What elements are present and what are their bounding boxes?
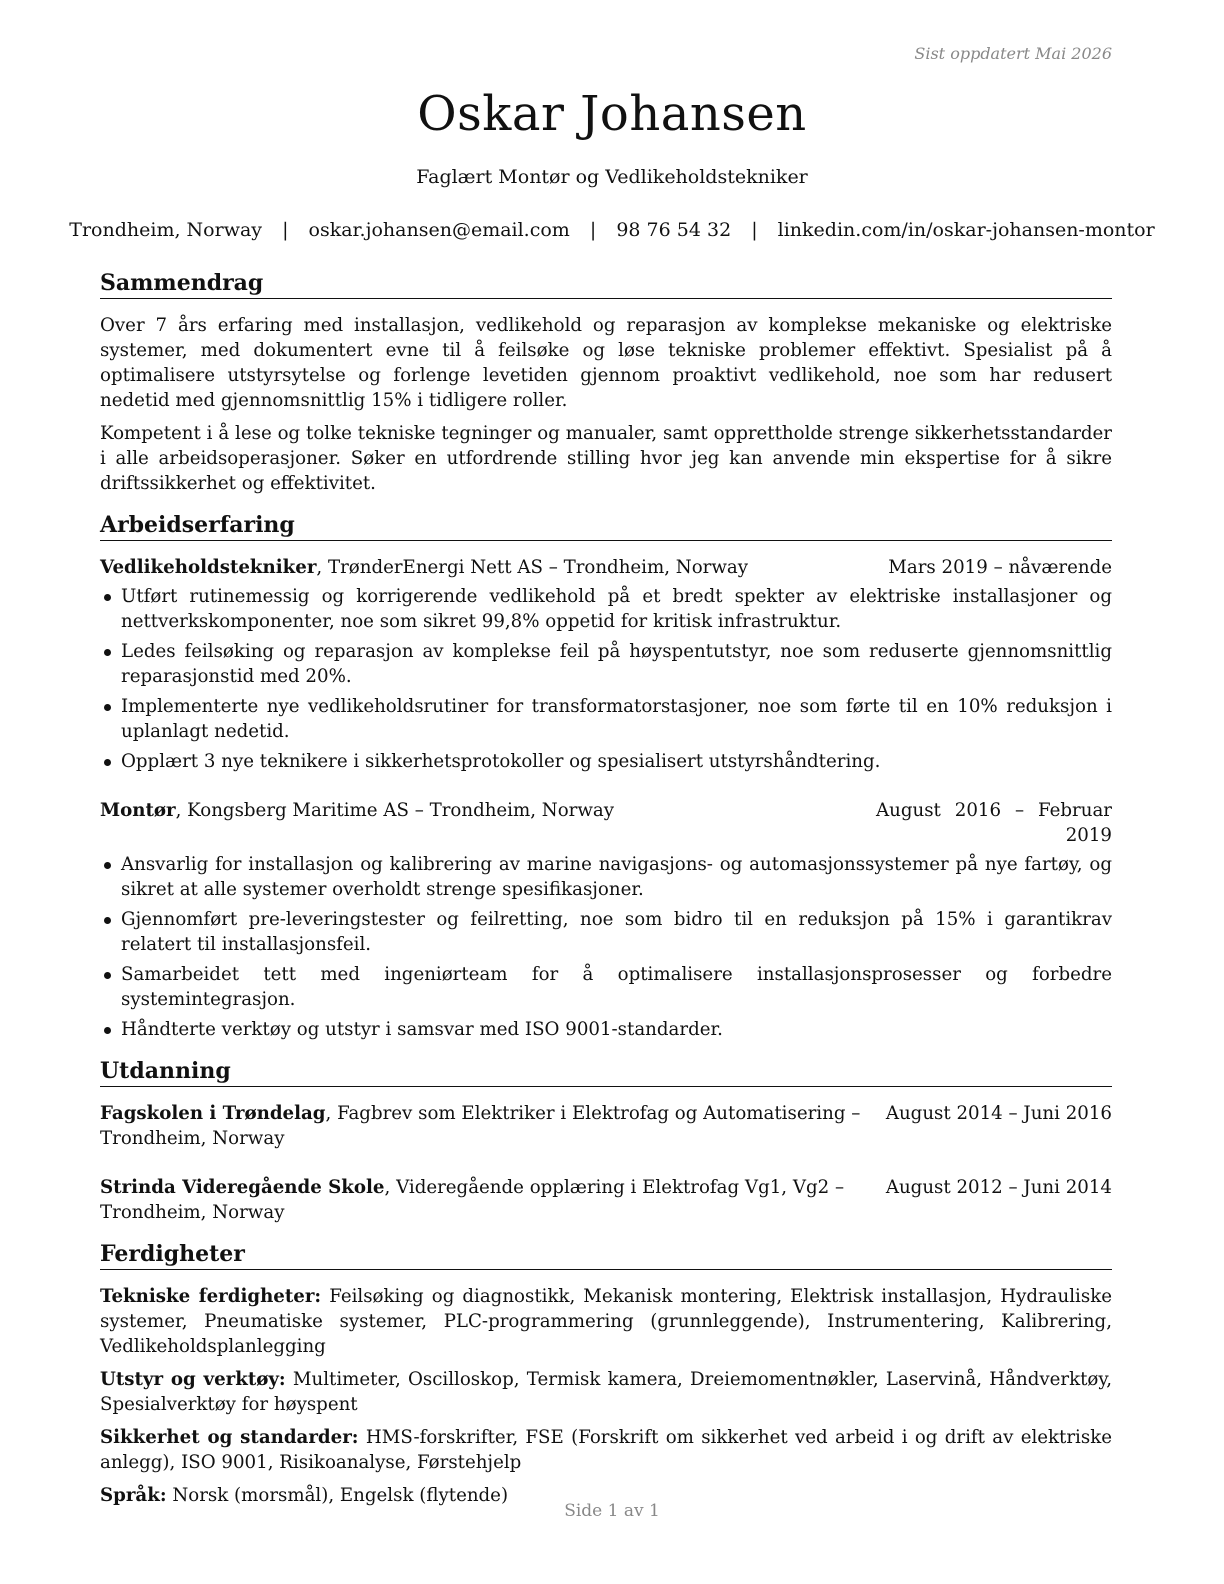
skill-group — [100, 1425, 1112, 1475]
skill-group-text: HMS-forskrifter, FSE (Forskrift om sikkerhet ved arbeid i og drift av elektriske anlegg), ISO 9001, Risikoanalyse, Førstehjelp — [100, 1427, 1112, 1473]
job-role-line — [100, 555, 872, 580]
section-title-experience: Arbeidserfaring — [100, 510, 1112, 541]
contact-separator: | — [589, 219, 597, 241]
job-organization: , TrønderEnergi Nett AS – Trondheim, Norway — [316, 557, 749, 578]
summary-section — [100, 268, 1112, 496]
job-dates: Mars 2019 – nåværende — [888, 557, 1112, 578]
candidate-title: Faglært Montør og Vedlikeholdstekniker — [416, 166, 808, 188]
skill-group — [100, 1367, 1112, 1417]
skill-group-label: Språk: — [100, 1485, 167, 1506]
job-organization: , Kongsberg Maritime AS – Trondheim, Norway — [175, 800, 615, 821]
education-detail: , Fagbrev som Elektriker i Elektrofag og Automatisering – Trondheim, Norway — [100, 1103, 861, 1149]
skill-group-label: Tekniske ferdigheter: — [100, 1286, 322, 1307]
job-role: Vedlikeholdstekniker — [100, 557, 317, 578]
education-institution-line — [100, 1175, 886, 1225]
contact-separator: | — [751, 219, 758, 241]
education-institution-line — [100, 1101, 886, 1151]
list-item: Gjennomført pre-leveringstester og feilretting, noe som bidro til en reduksjon på 15% i garantikrav relatert til installasjonsfeil. — [100, 907, 1112, 957]
job-achievements — [100, 584, 1112, 774]
list-item: Samarbeidet tett med ingeniørteam for å optimalisere installasjonsprosesser og forbedre systemintegrasjon. — [100, 962, 1112, 1012]
job-entry — [100, 798, 1112, 1042]
section-title-education: Utdanning — [100, 1056, 1112, 1087]
contact-separator: | — [282, 219, 289, 241]
education-section — [100, 1056, 1112, 1225]
last-updated-note: Sist oppdatert Mai 2026 — [914, 44, 1112, 63]
job-role: Montør — [100, 800, 176, 821]
candidate-name: Oskar Johansen — [417, 86, 807, 142]
list-item: Ledes feilsøking og reparasjon av komplekse feil på høyspentutstyr, noe som reduserte gjennomsnittlig reparasjonstid med 20%. — [100, 639, 1112, 689]
contact-location: Trondheim, Norway — [69, 219, 263, 241]
skill-group-text: Multimeter, Oscilloskop, Termisk kamera, Dreiemomentnøkler, Laservinå, Håndverktøy, Spesialverktøy for høyspent — [100, 1369, 1112, 1415]
list-item: Utført rutinemessig og korrigerende vedlikehold på et bredt spekter av elektriske installasjoner og nettverkskomponenter, noe som sikret 99,8% oppetid for kritisk infrastruktur. — [100, 584, 1112, 634]
section-title-summary: Sammendrag — [100, 268, 1112, 299]
education-school: Fagskolen i Trøndelag — [100, 1103, 326, 1124]
section-title-skills: Ferdigheter — [100, 1239, 1112, 1270]
resume-body — [100, 268, 1112, 1516]
skill-group-text: Feilsøking og diagnostikk, Mekanisk montering, Elektrisk installasjon, Hydrauliske systemer, Pneumatiske systemer, PLC-programmering (grunnleggende), Instrumentering, Kalibrering, Vedlikeholdsplanlegging — [100, 1286, 1112, 1357]
skill-group-label: Utstyr og verktøy: — [100, 1369, 286, 1390]
skills-section — [100, 1239, 1112, 1508]
education-dates: August 2014 – Juni 2016 — [885, 1103, 1112, 1124]
contact-phone: 98 76 54 32 — [616, 219, 732, 241]
skill-group — [100, 1284, 1112, 1359]
job-entry — [100, 555, 1112, 774]
list-item: Opplært 3 nye teknikere i sikkerhetsprotokoller og spesialisert utstyrshåndtering. — [100, 749, 1112, 774]
list-item: Implementerte nye vedlikeholdsrutiner for transformatorstasjoner, noe som førte til en 10% reduksjon i uplanlagt nedetid. — [100, 694, 1112, 744]
job-role-line — [100, 798, 860, 823]
skill-group-text: Norsk (morsmål), Engelsk (flytende) — [166, 1485, 509, 1506]
education-detail: , Videregående opplæring i Elektrofag Vg1, Vg2 – Trondheim, Norway — [100, 1177, 845, 1223]
page-number: Side 1 av 1 — [564, 1501, 660, 1521]
contact-email[interactable]: oskar.johansen@email.com — [308, 219, 570, 241]
skill-group-label: Sikkerhet og standarder: — [100, 1427, 359, 1448]
job-achievements — [100, 852, 1112, 1042]
list-item: Ansvarlig for installasjon og kalibrering av marine navigasjons- og automasjonssystemer på nye fartøy, og sikret at alle systemer overholdt strenge spesifikasjoner. — [100, 852, 1112, 902]
education-dates: August 2012 – Juni 2014 — [885, 1177, 1112, 1198]
job-dates: August 2016 – Februar 2019 — [876, 800, 1112, 846]
contact-line — [0, 219, 1224, 241]
summary-paragraph: Kompetent i å lese og tolke tekniske tegninger og manualer, samt opprettholde strenge sikkerhetsstandarder i alle arbeidsoperasjoner. Søker en utfordrende stilling hvor jeg kan anvende min ekspertise for å sikre driftssikkerhet og effektivitet. — [100, 423, 1112, 494]
experience-section — [100, 510, 1112, 1042]
education-entry — [100, 1101, 1112, 1151]
summary-paragraph: Over 7 års erfaring med installasjon, vedlikehold og reparasjon av komplekse mekaniske og elektriske systemer, med dokumentert evne til å feilsøke og løse tekniske problemer effektivt. Spesialist på å optimalisere utstyrsytelse og forlenge levetiden gjennom proaktivt vedlikehold, noe som har redusert nedetid med gjennomsnittlig 15% i tidligere roller. — [100, 315, 1112, 411]
education-entry — [100, 1175, 1112, 1225]
education-school: Strinda Videregående Skole — [100, 1177, 385, 1198]
job-header — [100, 555, 1112, 580]
contact-linkedin[interactable]: linkedin.com/in/oskar-johansen-montor — [777, 219, 1155, 241]
list-item: Håndterte verktøy og utstyr i samsvar med ISO 9001-standarder. — [100, 1017, 1112, 1042]
job-header — [100, 798, 1112, 848]
